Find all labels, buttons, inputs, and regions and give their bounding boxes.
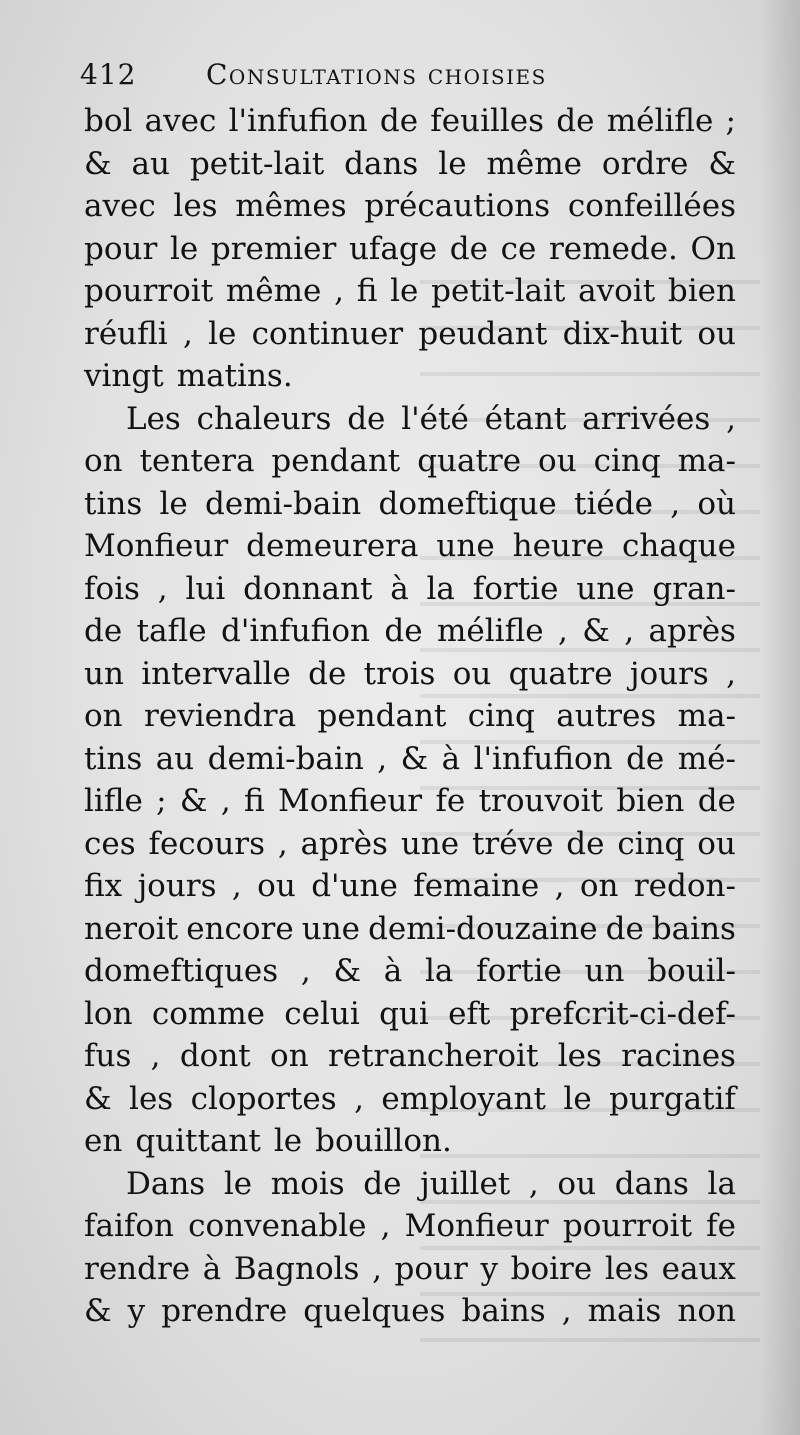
text-line: de tafle d'infufion de mélifle , & , après (84, 613, 736, 649)
text-line: fois , lui donnant à la fortie une gran- (84, 570, 736, 607)
text-line: avec les mêmes précautions confeillées (84, 188, 736, 224)
text-line: pour le premier ufage de ce remede. On (84, 230, 736, 267)
text-line: pourroit même , fi le petit-lait avoit bien (84, 273, 736, 309)
text-line: on tentera pendant quatre ou cinq ma- (84, 443, 736, 479)
text-line: neroit encore une demi-douzaine de bains (84, 910, 736, 947)
text-line: fus , dont on retrancheroit les racines (84, 1038, 736, 1074)
paragraph (84, 100, 736, 398)
text-line: lon comme celui qui eft prefcrit-ci-def- (84, 995, 736, 1032)
text-line: Dans le mois de juillet , ou dans la (126, 1165, 736, 1202)
paragraph (84, 398, 736, 1163)
text-line: fix jours , ou d'une femaine , on redon- (84, 868, 736, 904)
text-line: lifle ; & , fi Monfieur fe trouvoit bien de (84, 783, 736, 819)
paragraph (84, 1163, 736, 1333)
text-line: on reviendra pendant cinq autres ma- (84, 698, 736, 734)
text-line: réufli , le continuer peudant dix-huit ou (84, 315, 736, 352)
text-line: & au petit-lait dans le même ordre & (84, 145, 736, 182)
text-line: en quittant le bouillon. (84, 1123, 452, 1159)
text-line: tins le demi-bain domeftique tiéde , où (84, 485, 736, 522)
text-line: bol avec l'infufion de feuilles de mélifle ; (84, 103, 736, 139)
page-header (80, 58, 740, 98)
text-line: ces fecours , après une tréve de cinq ou (84, 825, 736, 862)
page-edge-shadow (760, 0, 800, 1435)
text-line: & les cloportes , employant le purgatif (84, 1080, 736, 1117)
text-line: rendre à Bagnols , pour y boire les eaux (84, 1250, 736, 1287)
text-line: faifon convenable , Monfieur pourroit fe (84, 1208, 736, 1244)
text-line: vingt matins. (84, 358, 293, 394)
text-line: & y prendre quelques bains , mais non (84, 1293, 736, 1329)
running-head: Consultations choisies (206, 58, 547, 91)
body-text (84, 100, 736, 1333)
text-line: domeftiques , & à la fortie un bouil- (84, 953, 736, 989)
text-line: Les chaleurs de l'été étant arrivées , (126, 400, 736, 437)
text-line: tins au demi-bain , & à l'infufion de mé- (84, 740, 736, 777)
text-line: un intervalle de trois ou quatre jours , (84, 655, 736, 692)
text-line: Monfieur demeurera une heure chaque (84, 528, 736, 564)
page-number: 412 (80, 58, 137, 91)
